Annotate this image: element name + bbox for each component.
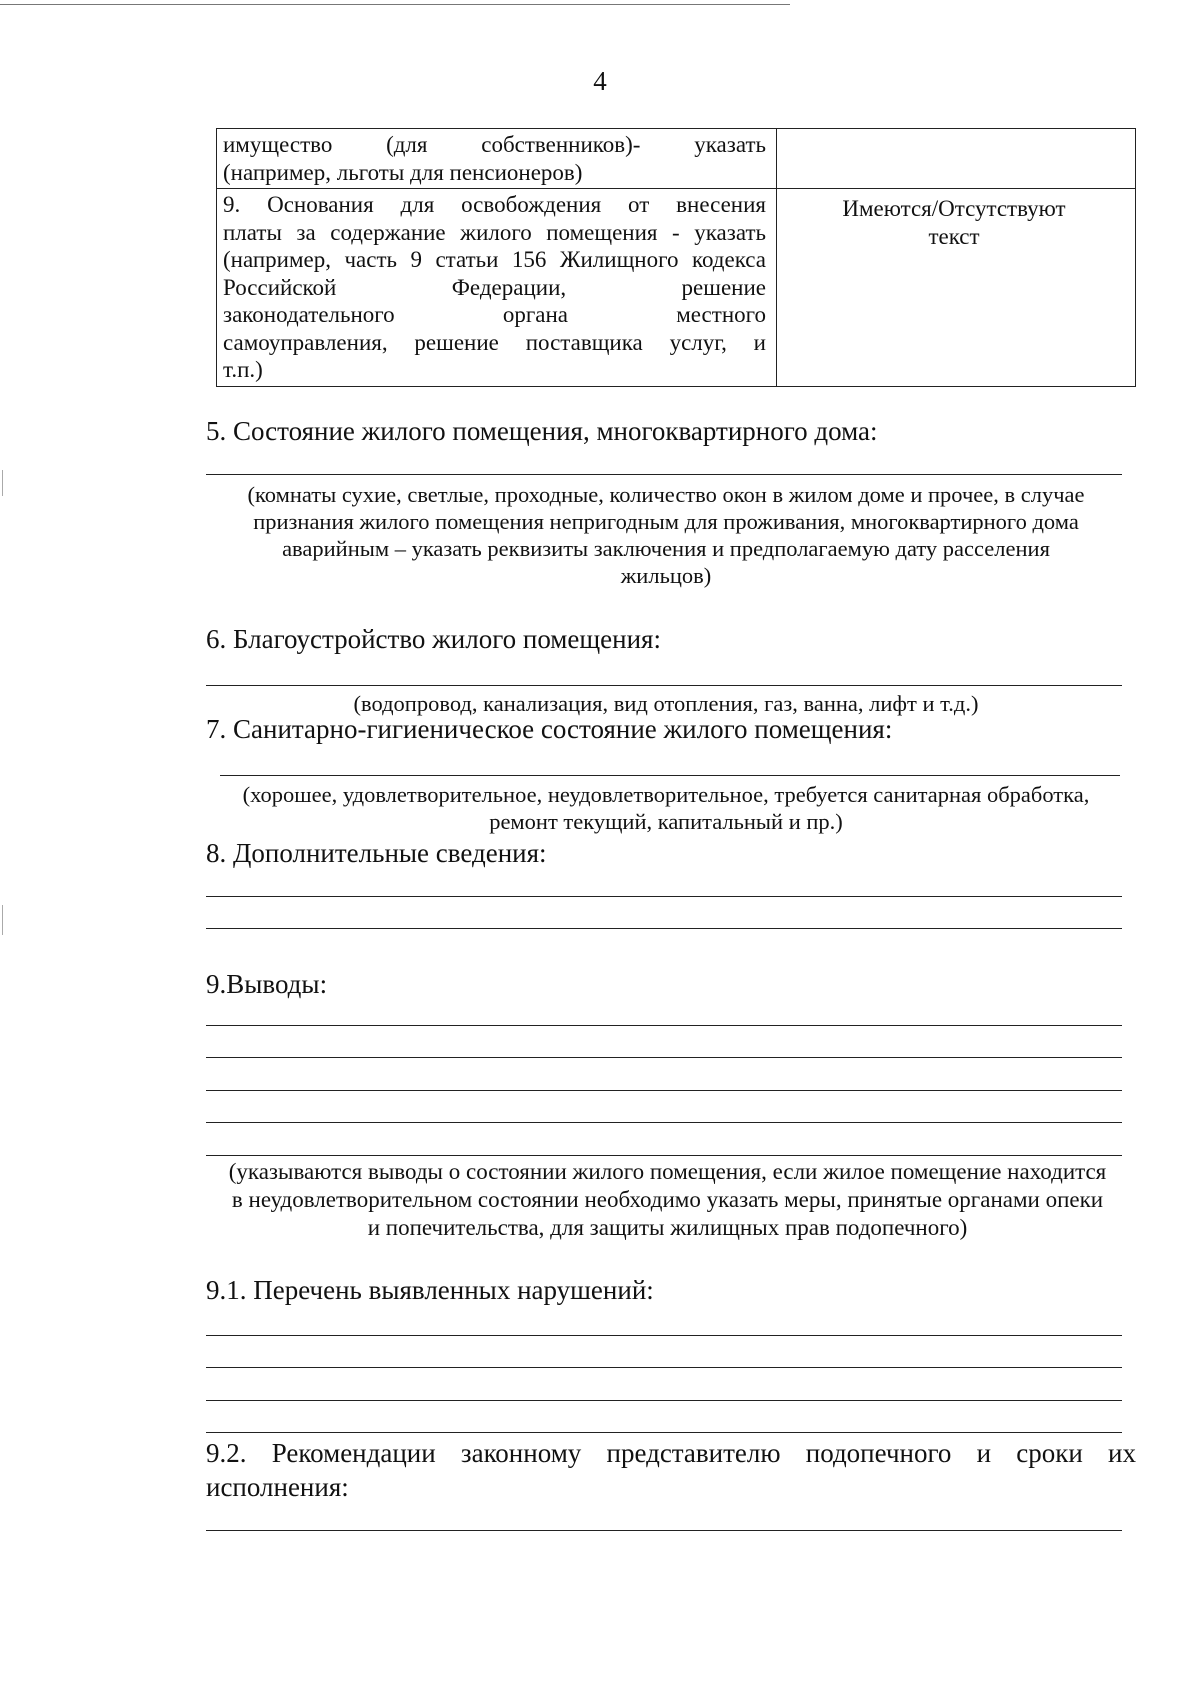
fill-line — [206, 1530, 1122, 1531]
hint-line: (комнаты сухие, светлые, проходные, количество окон в жилом доме и прочее, в случае — [247, 482, 1085, 507]
heading-line: исполнения: — [206, 1472, 349, 1502]
scan-edge-mark — [2, 470, 3, 496]
hint-line: (хорошее, удовлетворительное, неудовлетворительное, требуется санитарная обработка, — [242, 782, 1090, 807]
section-5-hint — [206, 481, 1126, 589]
section-7-hint — [206, 781, 1126, 835]
table-text-line: 9. Основания для освобождения от внесения — [223, 192, 766, 217]
hint-line: и попечительства, для защиты жилищных прав подопечного) — [367, 1215, 968, 1240]
fill-line — [220, 775, 1120, 776]
status-value: Имеются/Отсутствуют — [842, 196, 1066, 221]
fill-line — [206, 1335, 1122, 1336]
fill-line — [206, 1025, 1122, 1026]
section-8-heading: 8. Дополнительные сведения: — [206, 838, 547, 868]
fill-line — [206, 1432, 1122, 1433]
fill-line — [206, 1400, 1122, 1401]
table-text-line: Российской Федерации, решение — [223, 274, 766, 300]
section-6-heading: 6. Благоустройство жилого помещения: — [206, 624, 661, 654]
hint-line: в неудовлетворительном состоянии необходимо указать меры, принятые органами опеки — [231, 1187, 1104, 1212]
fill-line — [206, 685, 1122, 686]
hint-line: жильцов) — [620, 563, 712, 588]
hint-line: аварийным – указать реквизиты заключения и предполагаемую дату расселения — [282, 536, 1050, 561]
table-row — [217, 129, 1136, 189]
table-text-line: (например, часть 9 статьи 156 Жилищного кодекса — [223, 247, 766, 272]
section-9-hint — [200, 1158, 1135, 1242]
table-text-line: (например, льготы для пенсионеров) — [223, 159, 583, 185]
table-text-line: т.п.) — [223, 357, 263, 382]
fill-line — [206, 1057, 1122, 1058]
page-number: 4 — [593, 66, 607, 96]
table-cell-left — [217, 129, 777, 189]
section-9-heading: 9.Выводы: — [206, 969, 328, 999]
fill-line — [206, 1155, 1122, 1156]
table-text-line: имущество (для собственников)- указать — [223, 132, 766, 157]
section-9-1-heading: 9.1. Перечень выявленных нарушений: — [206, 1275, 654, 1305]
hint-line: ремонт текущий, капитальный и пр.) — [489, 809, 843, 834]
table-cell-right — [777, 189, 1136, 387]
fill-line — [206, 1122, 1122, 1123]
table-text-line: платы за содержание жилого помещения - указать — [223, 219, 766, 245]
section-9-2-heading — [206, 1436, 1136, 1504]
fill-line — [206, 896, 1122, 897]
fill-line — [206, 928, 1122, 929]
status-value: текст — [928, 223, 980, 249]
fill-line — [206, 1090, 1122, 1091]
fill-line — [206, 474, 1122, 475]
section-7-heading: 7. Санитарно-гигиеническое состояние жилого помещения: — [206, 714, 893, 744]
scan-edge-line — [0, 4, 790, 5]
hint-line: признания жилого помещения непригодным для проживания, многоквартирного дома — [253, 509, 1079, 534]
fill-line — [206, 1367, 1122, 1368]
section-6-hint: (водопровод, канализация, вид отопления, газ, ванна, лифт и т.д.) — [353, 691, 979, 716]
table-row — [217, 189, 1136, 387]
info-table — [216, 128, 1136, 387]
table-cell-left — [217, 189, 777, 387]
table-text-line: законодательного органа местного — [223, 302, 766, 327]
scan-edge-mark — [2, 905, 3, 935]
hint-line: (указываются выводы о состоянии жилого помещения, если жилое помещение находится — [228, 1159, 1107, 1184]
table-text-line: самоуправления, решение поставщика услуг, и — [223, 329, 766, 355]
section-5-heading: 5. Состояние жилого помещения, многоквартирного дома: — [206, 416, 878, 446]
heading-line: 9.2. Рекомендации законному представителю подопечного и сроки их — [206, 1438, 1136, 1468]
table-cell-right — [777, 129, 1136, 189]
